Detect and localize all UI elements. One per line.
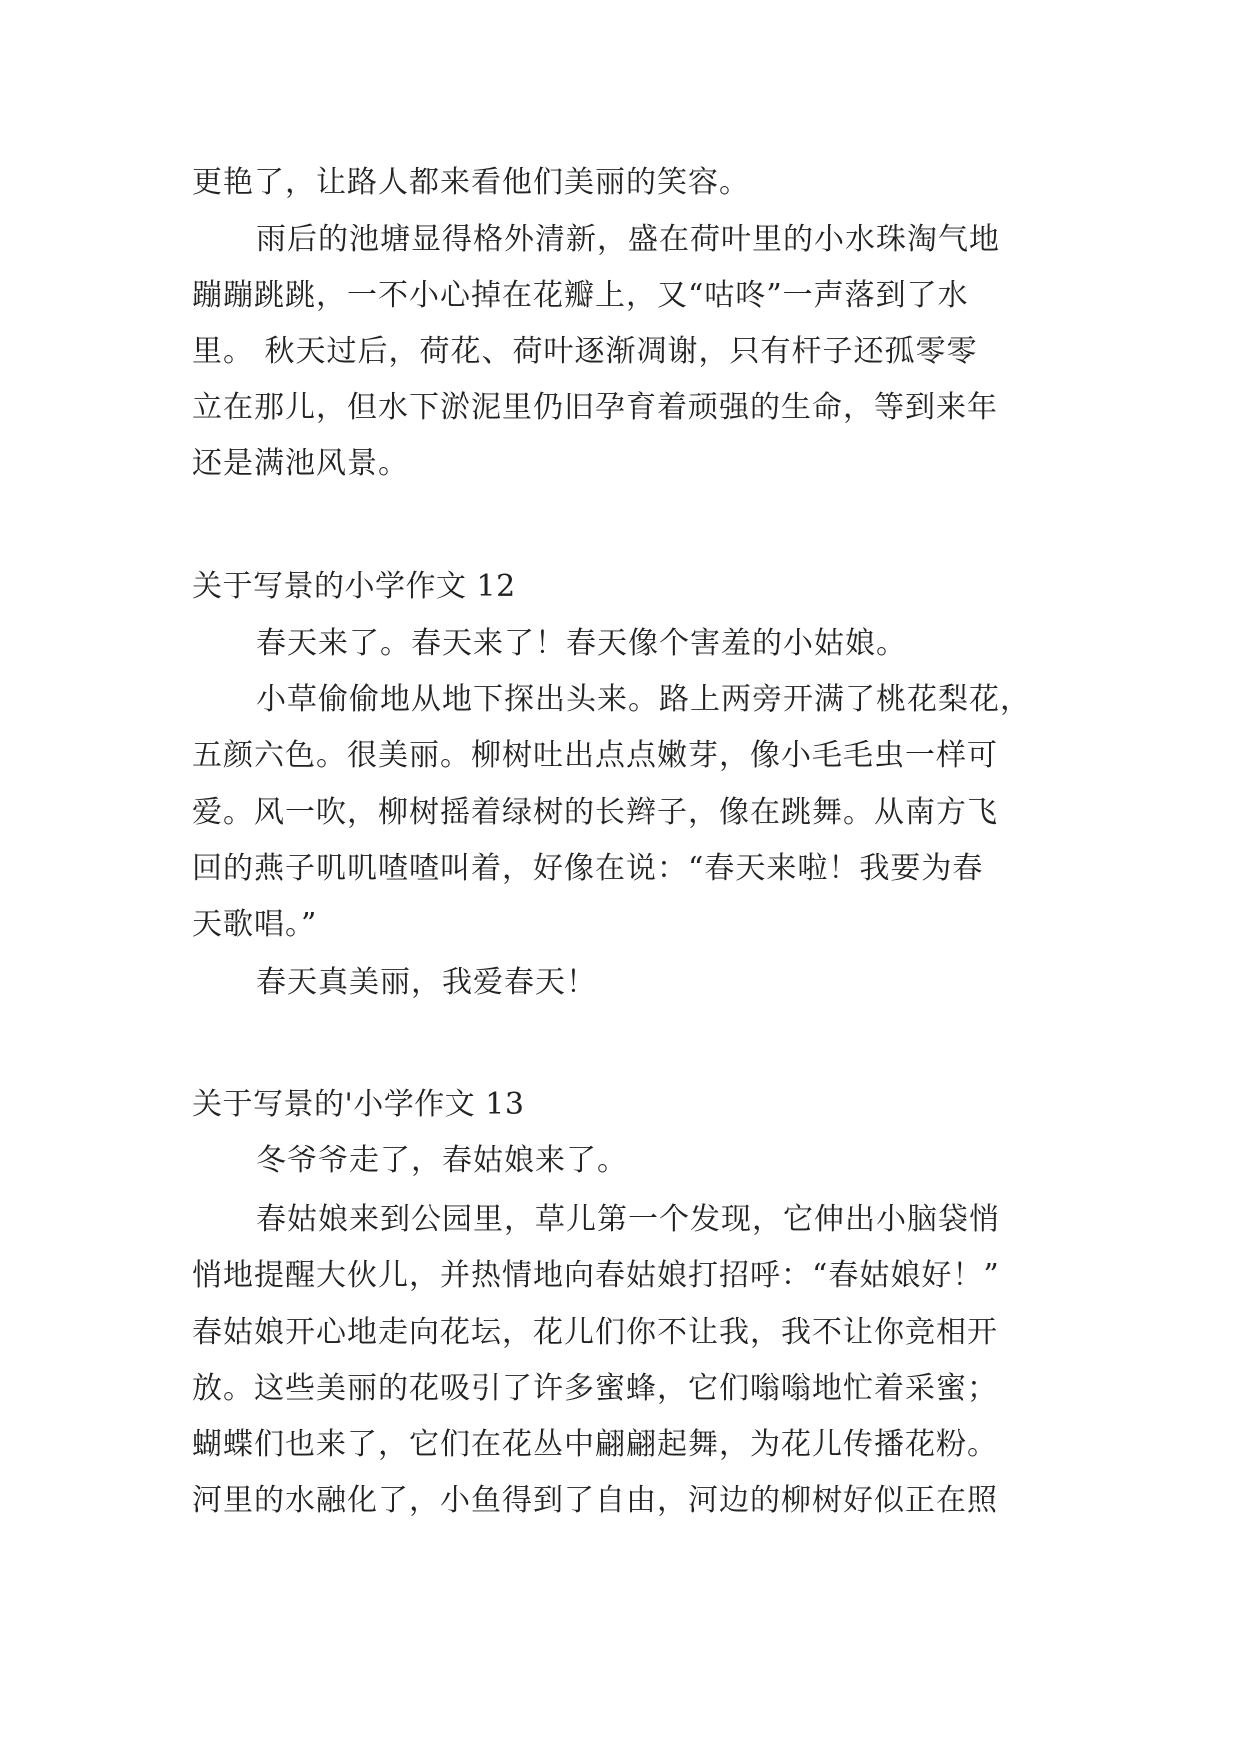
paragraph-line: 立在那儿，但水下淤泥里仍旧孕育着顽强的生命，等到来年 — [192, 390, 998, 425]
paragraph-line: 春姑娘开心地走向花坛，花儿们你不让我，我不让你竞相开 — [192, 1315, 998, 1350]
paragraph-line: 里。 秋天过后，荷花、荷叶逐渐凋谢，只有杆子还孤零零 — [192, 334, 978, 369]
paragraph-line: 放。这些美丽的花吸引了许多蜜蜂，它们嗡嗡地忙着采蜜； — [192, 1371, 998, 1406]
paragraph-line: 天歌唱。” — [192, 907, 318, 942]
paragraph-line: 爱。风一吹，柳树摇着绿树的长辫子，像在跳舞。从南方飞 — [192, 795, 998, 830]
section-title: 关于写景的'小学作文 13 — [192, 1087, 525, 1122]
section-title: 关于写景的小学作文 12 — [192, 569, 516, 604]
paragraph-line: 蹦蹦跳跳，一不小心掉在花瓣上，又“咕咚”一声落到了水 — [192, 278, 969, 313]
paragraph-line: 冬爷爷走了，春姑娘来了。 — [256, 1143, 628, 1178]
paragraph-line: 还是满池风景。 — [192, 446, 409, 481]
paragraph-line: 雨后的池塘显得格外清新，盛在荷叶里的小水珠淘气地 — [256, 222, 1000, 257]
paragraph-line: 五颜六色。很美丽。柳树吐出点点嫩芽，像小毛毛虫一样可 — [192, 738, 998, 773]
paragraph-line: 河里的水融化了，小鱼得到了自由，河边的柳树好似正在照 — [192, 1483, 998, 1518]
paragraph-line: 悄地提醒大伙儿，并热情地向春姑娘打招呼：“春姑娘好！” — [192, 1258, 1000, 1293]
paragraph-line: 春姑娘来到公园里，草儿第一个发现，它伸出小脑袋悄 — [256, 1202, 1000, 1237]
paragraph-line: 春天来了。春天来了！春天像个害羞的小姑娘。 — [256, 626, 907, 661]
paragraph-line: 回的燕子叽叽喳喳叫着，好像在说：“春天来啦！我要为春 — [192, 851, 984, 886]
paragraph-line: 春天真美丽，我爱春天！ — [256, 965, 597, 1000]
paragraph-line: 小草偷偷地从地下探出头来。路上两旁开满了桃花梨花， — [256, 682, 1031, 717]
paragraph-line: 蝴蝶们也来了，它们在花丛中翩翩起舞，为花儿传播花粉。 — [192, 1427, 998, 1462]
paragraph-line: 更艳了，让路人都来看他们美丽的笑容。 — [192, 165, 750, 200]
